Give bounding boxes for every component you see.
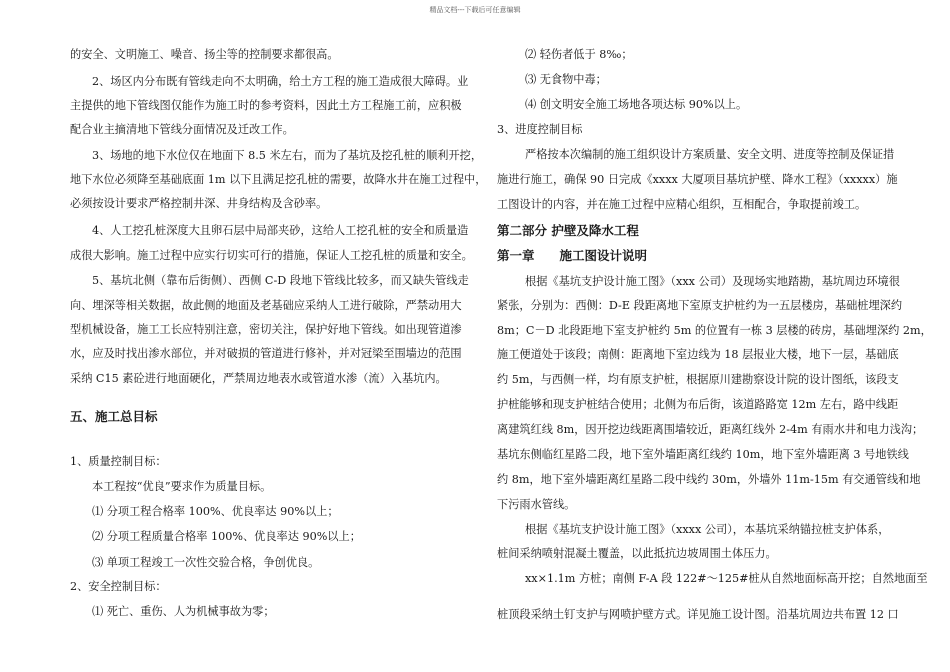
text-line: 桩顶段采纳土钉支护与网喷护壁方式。详见施工设计图。沿基坑周边共布置 12 口 (497, 608, 899, 621)
text-line: 成很大影响。施工过程中应实行切实可行的措施，保证人工挖孔桩的质量和安全。 (70, 249, 473, 262)
text-line: ⑵ 分项工程质量合格率 100%、优良率达 90%以上； (92, 530, 361, 543)
text-line: ⑷ 创文明安全施工场地各项达标 90%以上。 (525, 98, 748, 111)
text-line: ⑴ 分项工程合格率 100%、优良率达 90%以上； (92, 505, 339, 518)
text-line: 3、场地的地下水位仅在地面下 8.5 米左右，而为了基坑及挖孔桩的顺利开挖， (92, 149, 483, 162)
text-line: 约 5m，与西侧一样，均有原支护桩，根据原川建勘察设计院的设计图纸，该段支 (497, 373, 899, 386)
text-line: ⑶ 无食物中毒； (525, 73, 607, 86)
text-line: 3、进度控制目标 (497, 123, 583, 136)
section-heading: 五、施工总目标 (70, 409, 158, 424)
text-line: 5、基坑北侧（靠布后街侧）、西侧 C-D 段地下管线比较多，而又缺失管线走 (92, 274, 469, 287)
text-line: 桩间采纳喷射混凝土覆盖，以此抵抗边坡周围土体压力。 (497, 547, 777, 560)
text-line: ⑵ 轻伤者低于 8‰； (525, 48, 633, 61)
text-line: 2、场区内分布既有管线走向不太明确，给土方工程的施工造成很大障碍。业 (92, 75, 469, 88)
text-line: 4、人工挖孔桩深度大且卵石层中局部夹砂，这给人工挖孔桩的安全和质量造 (92, 224, 469, 237)
text-line: 严格按本次编制的施工组织设计方案质量、安全文明、进度等控制及保证措 (525, 148, 895, 161)
text-line: 采纳 C15 素砼进行地面硬化，严禁周边地表水或管道水渗（流）入基坑内。 (70, 372, 447, 385)
text-line: 1、质量控制目标： (70, 455, 167, 468)
text-line: 8m；C－D 北段距地下室支护桩约 5m 的位置有一栋 3 层楼的砖房，基础埋深约 2m， (497, 324, 932, 337)
page-header: 精品文档---下载后可任意编辑 (429, 6, 521, 14)
text-line: 根据《基坑支护设计施工图》（xxx 公司）及现场实地踏勘，基坑周边环境很 (525, 275, 900, 288)
text-line: 水，应及时找出渗水部位，并对破损的管道进行修补，并对冠梁至围墙边的范围 (70, 347, 462, 360)
text-line: 施进行施工，确保 90 日完成《xxxx 大厦项目基坑护壁、降水工程》（xxxxx）施 (497, 173, 898, 186)
text-line: 必须按设计要求严格控制井深、井身结构及含砂率。 (70, 197, 328, 210)
text-line: 的安全、文明施工、噪音、扬尘等的控制要求都很高。 (70, 48, 339, 61)
text-line: 离建筑红线 8m，因开挖边线距离围墙较近，距离红线外 2-4m 有雨水井和电力浅沟； (497, 423, 924, 436)
text-line: 紧张，分别为：西侧：D-E 段距离地下室原支护桩约为一五层楼房，基础桩埋深约 (497, 299, 903, 312)
text-line: 下污雨水管线。 (497, 498, 576, 511)
text-line: 配合业主摘清地下管线分面情况及迁改工作。 (70, 123, 294, 136)
text-line: 本工程按“优良”要求作为质量目标。 (92, 480, 272, 493)
section-heading: 第二部分 护壁及降水工程 (497, 223, 639, 238)
text-line: 施工便道处于该段；南侧：距离地下室边线为 18 层报业大楼，地下一层，基础底 (497, 348, 899, 361)
text-line: xx×1.1m 方桩；南侧 F-A 段 122#～125#桩从自然地面标高开挖；自然地面至 (525, 572, 928, 585)
text-line: 约 8m，地下室外墙距离红星路二段中线约 30m，外墙外 11m-15m 有交通管线和地 (497, 473, 921, 486)
text-line: 工图设计的内容，并在施工过程中应精心组织，互相配合，争取提前竣工。 (497, 198, 867, 211)
section-heading: 第一章 施工图设计说明 (497, 248, 648, 263)
text-line: 根据《基坑支护设计施工图》（xxxx 公司），本基坑采纳锚拉桩支护体系， (525, 523, 890, 536)
text-line: ⑶ 单项工程竣工一次性交验合格，争创优良。 (92, 556, 320, 569)
text-line: ⑴ 死亡、重伤、人为机械事故为零； (92, 605, 275, 618)
text-line: 地下水位必须降至基础底面 1m 以下且满足挖孔桩的需要，故降水井在施工过程中， (70, 173, 487, 186)
text-line: 向、埋深等相关数据，故此侧的地面及老基础应采纳人工进行破除，严禁动用大 (70, 299, 462, 312)
text-line: 基坑东侧临红星路二段，地下室外墙距离红线约 10m，地下室外墙距离 3 号地铁线 (497, 448, 909, 461)
text-line: 2、安全控制目标： (70, 580, 167, 593)
text-line: 型机械设备，施工工长应特别注意，密切关注，保护好地下管线。如出现管道渗 (70, 323, 462, 336)
text-line: 主提供的地下管线图仅能作为施工时的参考资料，因此土方工程施工前，应积极 (70, 99, 462, 112)
text-line: 护桩能够和现支护桩结合使用；北侧为布后街，该道路路宽 12m 左右，路中线距 (497, 398, 899, 411)
